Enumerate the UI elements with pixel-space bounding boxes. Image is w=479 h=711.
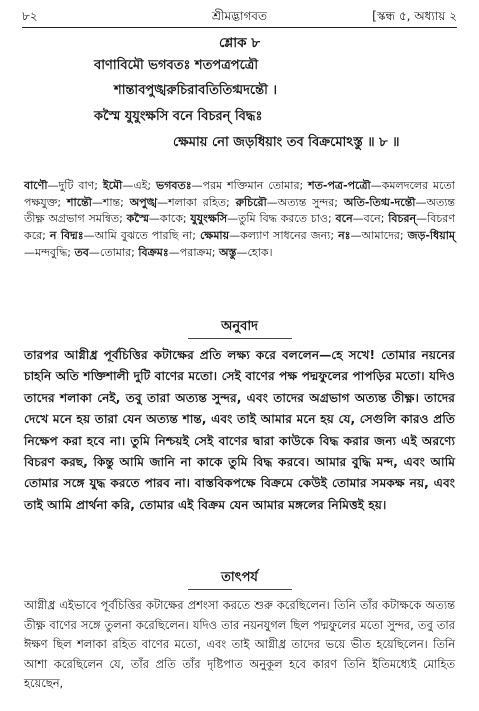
synonym-meaning: মন্দবুদ্ধি;: [35, 245, 75, 259]
synonym-word: বনে: [335, 212, 353, 226]
purport-text: আগ্নীধ্র এইভাবে পূর্বচিত্তির কটাক্ষের প্রশংসা করতে শুরু করেছিলেন। তিনি তাঁর কটাক্ষকে অত্যন্ত তীক্ষ্ণ বাণের সঙ্গে তুলনা করেছিলেন। যদিও তার নয়নযুগল ছিল পদ্মফুলের মতো সুন্দর, তবু তার ঈক্ষণ ছিল শলাকা রহিত বাণের মতো, এবং তাই আগ্নীধ্র তাদের ভয়ে ভীত হয়েছিলেন। তিনি আশা করেছিলেন যে, তাঁর প্রতি তাঁর দৃষ্টিপাত অনুকূল হবে কারণ তিনি ইতিমধ্যেই মোহিত হয়েছেন,: [24, 598, 455, 691]
verse-line-3: কস্মৈ যুযুংক্ষসি বনে বিচরন্ বিদ্ধঃ: [94, 109, 263, 124]
synonym-separator: —: [416, 212, 428, 226]
synonym-meaning: আমি বুঝতে পারছি না;: [94, 229, 200, 243]
translation-heading-rule: [188, 338, 292, 339]
synonym-meaning: এই;: [133, 179, 156, 192]
synonym-meaning: শান্ত;: [102, 195, 130, 209]
synonym-separator: —: [236, 245, 248, 259]
verse-line-4: ক্ষেমায় নো জড়ধিয়াং তব বিক্রমোঽস্তু ॥ ৮ ॥: [173, 135, 400, 150]
synonym-separator: —: [148, 212, 160, 226]
synonym-separator: —: [24, 245, 35, 259]
synonym-meaning: অত্যন্ত তীক্ষ্ণ অগ্রভাগ সমন্বিত;: [24, 195, 455, 226]
synonym-word: ক্ষেমায়: [199, 229, 230, 243]
synonym-word: কস্মৈ: [126, 212, 149, 226]
synonym-word: ন বিদ্মঃ: [49, 229, 84, 243]
synonym-separator: —: [91, 195, 103, 209]
synonym-meaning: পরাক্রম;: [179, 245, 220, 259]
synonym-word: নঃ: [338, 229, 351, 243]
synonym-separator: —: [415, 195, 427, 209]
header-divider: [22, 27, 457, 28]
synonym-separator: —: [352, 212, 364, 226]
synonym-word: বিচরন্: [388, 212, 417, 226]
synonym-meaning: কাকে;: [159, 212, 191, 226]
synonym-separator: —: [229, 229, 241, 243]
page-number: ৮২: [22, 9, 38, 23]
synonym-word: যুযুংক্ষসি: [190, 212, 228, 226]
purport-heading: তাৎপর্য: [221, 570, 258, 585]
synonym-meaning: পরম শক্তিমান তোমার;: [202, 179, 309, 192]
synonym-separator: —: [370, 179, 382, 192]
synonym-meaning: কমলদলের মতো পক্ষযুক্ত;: [24, 179, 455, 209]
synonym-word: ইমৌ: [102, 179, 123, 192]
synonym-separator: —: [350, 229, 362, 243]
synonym-separator: —: [168, 245, 180, 259]
synonym-meaning: তুমি বিদ্ধ করতে চাও;: [238, 212, 336, 226]
synonym-meaning: দুটি বাণ;: [58, 179, 103, 192]
synonym-word: অস্তু: [219, 245, 237, 259]
book-title: শ্রীমদ্ভাগবত: [211, 9, 267, 23]
synonym-meaning: কল্যাণ সাধনের জন্য;: [240, 229, 339, 243]
synonym-meaning: তোমার;: [99, 245, 139, 259]
synonym-separator: —: [83, 229, 95, 243]
synonym-separator: —: [122, 179, 134, 192]
translation-heading: অনুবাদ: [221, 319, 258, 334]
synonym-word: রুচিরৌ: [235, 195, 267, 209]
synonym-separator: —: [227, 212, 239, 226]
translation-text: তারপর আগ্নীধ্র পূর্বচিত্তির কটাক্ষের প্রতি লক্ষ্য করে বললেন—হে সখে! তোমার নয়নের চাহনি অতি শক্তিশালী দুটি বাণের মতো। সেই বাণের পক্ষ পদ্মফুলের পাপড়ির মতো। যদিও তাদের শলাকা নেই, তবু তারা অত্যন্ত সুন্দর, এবং তাদের অগ্রভাগ অত্যন্ত তীক্ষ্ণ। তাদের দেখে মনে হয় তারা যেন অত্যন্ত শান্ত, এবং তাই আমার মনে হয় যে, সেগুলি কারও প্রতি নিক্ষেপ করা হবে না। তুমি নিশ্চয়ই সেই বাণের দ্বারা কাউকে বিদ্ধ করার জন্য এই অরণ্যে বিচরণ করছ, কিন্তু আমি জানি না কাকে তুমি বিদ্ধ করবে। আমার বুদ্ধি মন্দ, এবং আমি তোমার সঙ্গে যুদ্ধ করতে পারব না। বাস্তবিকপক্ষে বিক্রমে কেউই তোমার সমকক্ষ নয়, এবং তাই আমি প্রার্থনা করি, তোমার এই বিক্রম যেন আমার মঙ্গলের নিমিত্তই হয়।: [24, 348, 455, 512]
synonym-separator: —: [157, 195, 169, 209]
synonym-separator: —: [47, 179, 59, 192]
synonym-meaning: শলাকা রহিত;: [168, 195, 236, 209]
verse-line-2: শান্তাবপুঙ্খরুচিরাবতিতিগ্মদন্তৌ ।: [114, 83, 278, 98]
synonym-word: শত-পত্র-পত্রৌ: [308, 179, 371, 192]
synonym-meaning: হোক।: [247, 245, 273, 259]
synonym-meaning: আমাদের;: [361, 229, 408, 243]
synonym-separator: —: [266, 195, 278, 209]
synonym-meaning: বনে;: [363, 212, 389, 226]
running-head: [22, 6, 457, 26]
synonym-word: শান্তৌ: [67, 195, 92, 209]
word-for-word-synonyms: [24, 178, 455, 262]
synonym-meaning: অত্যন্ত সুন্দর;: [277, 195, 344, 209]
synonym-word: অতি-তিগ্ম-দন্তৌ: [343, 195, 416, 209]
purport-heading-rule: [188, 589, 292, 590]
synonym-word: বিক্রমঃ: [138, 245, 169, 259]
synonym-word: ভগবতঃ: [156, 179, 192, 192]
synonym-word: তব: [74, 245, 89, 259]
synonym-separator: —: [191, 179, 203, 192]
synonym-word: বাণৌ: [24, 179, 48, 192]
synonym-separator: —: [88, 245, 100, 259]
synonym-meaning: বিচরণ করে;: [24, 212, 455, 243]
verse-line-1: বাণাবিমৌ ভগবতঃ শতপত্রপত্রৌ: [94, 58, 259, 73]
synonym-word: অপুঙ্খ: [129, 195, 158, 209]
verse-number: শ্লোক ৮: [218, 35, 261, 51]
synonym-word: জড়-ধিয়াম্: [407, 229, 455, 243]
chapter-reference: [স্কন্ধ ৫, অধ্যায় ২: [372, 9, 457, 23]
